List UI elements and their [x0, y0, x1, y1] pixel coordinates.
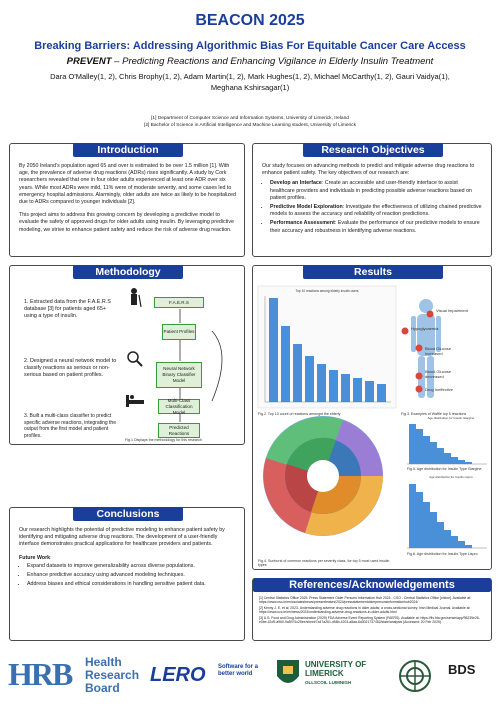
- body-label-1: Visual Impairment: [436, 308, 468, 313]
- conclusions-heading: Conclusions: [73, 507, 183, 521]
- subtitle-rest: – Predicting Reactions and Enhancing Vigilance in Elderly Insulin Treatment: [111, 56, 434, 67]
- future-work-item: • Address biases and ethical considerations in handling sensitive patient data.: [27, 581, 237, 588]
- logo-strip: [0, 648, 500, 709]
- results-panel: [252, 265, 492, 570]
- affiliations: [0, 115, 500, 129]
- objectives-text: [262, 163, 484, 237]
- bar: [458, 541, 465, 548]
- bar: [293, 344, 302, 402]
- bar: [430, 442, 437, 464]
- bar: [281, 326, 290, 402]
- fig4-sunburst-chart: [263, 416, 383, 536]
- affiliation-1: [1] Department of Computer Science and Information Systems, University of Limerick, Ireland: [151, 116, 349, 121]
- future-work-item: • Enhance predictive accuracy using advanced modeling techniques.: [27, 572, 237, 579]
- elderly-person-icon: [131, 288, 141, 307]
- introduction-paragraph-2: This project aims to address this growing concern by developing a predictive model to evaluate the safety of approved drugs for older adults using insulin. By leveraging predictive modeling, we strive to enhance patient safety and reduce the risk of adverse drug reaction.: [19, 212, 234, 233]
- reaction-marker: [416, 386, 423, 393]
- objective-item: [270, 220, 484, 234]
- body-label-2: Hypoglycaemia: [411, 326, 439, 331]
- fig5-chart-title: Age distribution for Insulin Glargine: [427, 416, 475, 420]
- affiliation-2: [2] Bachelor of Science in Artificial Intelligence and Machine Learning student, University of Limerick: [144, 123, 356, 128]
- reference-item: [1] Central Statistics Office 2025. Press Statement Older Persons Information Hub 2024 - CSO - Central Statistics Office [online]. Available at: https://www.cso.ie/en/csolatestnews/pressreleases/2024/pressstatementolderpersonsinformationhub2024/: [259, 596, 472, 605]
- hospital-bed-icon: [126, 395, 144, 407]
- methodology-heading: Methodology: [73, 265, 183, 279]
- objectives-panel: [252, 143, 492, 257]
- conclusions-paragraph: Our research highlights the potential of predictive modeling to enhance patient safety by identifying and mitigating adverse drug reactions. The development of a user-friendly interface demonstrates practical applications for healthcare providers and patients.: [19, 527, 225, 548]
- fig6-chart-title: Age distribution for Insulin Lispro: [429, 475, 473, 479]
- bds-logo: BDS: [448, 662, 476, 677]
- bar: [423, 502, 430, 548]
- bar: [465, 545, 472, 548]
- objective-item-text: : Investigate the effectiveness of utilizing chained predictive models to assess the accuracy and reliability of reaction predictions.: [270, 204, 482, 218]
- bar: [465, 462, 472, 464]
- reference-item: [2] Kenny J. E. et al. 2023. Understanding adverse drug reactions in older adults; a cross-sectional survey. Irish Medical Journal. Available at: https://www.ucc.ie/en/news/2023/understanding-adverse-drug-reactions-in-older-adults.html: [259, 605, 471, 615]
- method-step-3: 3. Built a multi-class classifier to predict specific adverse reactions, integrating the output from the first model and patient profiles.: [24, 413, 116, 439]
- flow-node-predicted-reactions: Predicted Reactions: [158, 423, 200, 438]
- methodology-panel: [9, 265, 245, 445]
- authors-line-1: Dara O'Malley(1, 2), Chris Brophy(1, 2), Adam Martin(1, 2), Mark Hughes(1, 2), Michael McCarthy(1, 2), Gauri Vaidya(1),: [50, 72, 450, 81]
- bar: [437, 522, 444, 548]
- objective-item-text: : Create an accessible and user-friendly interface to assist healthcare providers and individuals in predicting possible adverse reactions based on patient profiles.: [270, 180, 472, 201]
- references-panel: [252, 578, 492, 641]
- future-work-list: [19, 563, 237, 589]
- subtitle-acronym: PREVENT: [66, 56, 112, 67]
- bar: [341, 374, 350, 402]
- objective-item: [270, 204, 484, 218]
- bar: [305, 356, 314, 402]
- reaction-marker: [427, 311, 434, 318]
- introduction-text: [19, 163, 237, 240]
- body-arm: [411, 316, 416, 352]
- conclusions-text: [19, 527, 237, 590]
- fig4-caption: Fig.4. Sunburst of common reactions per severity class, for top 5 most used insulin types: [258, 559, 390, 567]
- reference-item: [3] U.S. Food and Drug Administration (2025) FDA Adverse Event Reporting System (FAERS). Available at: https://fis.fda.gov/sense/app/95239e26-e0be-42d9-a960-9a5f7f1c25ee/sheet/7a47a261-d58b-4203-a8aa-6d3021737452/state/analysis (Accessed: 20 Feb 2025).: [259, 615, 480, 625]
- method-step-1: 1. Extracted data from the F.A.E.R.S database [3] for patients aged 65+ using a type of insulin.: [24, 299, 111, 320]
- future-work-label: Future Work:: [19, 554, 52, 561]
- bar: [451, 457, 458, 464]
- objectives-list: [262, 180, 484, 234]
- flow-node-faers: F.A.E.R.S: [154, 297, 204, 308]
- fig5-caption: Fig.5. Age distribution for Insulin Type Glargine: [407, 467, 482, 471]
- magnifier-icon: [128, 352, 142, 366]
- poster-subtitle: [0, 56, 500, 67]
- objective-item-title: Performance Assessment: [270, 220, 335, 227]
- authors: [0, 71, 500, 93]
- method-step-2: 2. Designed a neural network model to classify reactions as serious or non-serious based on patient profiles.: [24, 358, 117, 379]
- reaction-marker: [416, 373, 423, 380]
- bar: [451, 536, 458, 548]
- results-heading: Results: [303, 265, 443, 279]
- bar: [353, 378, 362, 402]
- future-work-item: • Expand datasets to improve generalizability across diverse populations.: [27, 563, 237, 570]
- poster-title: Breaking Barriers: Addressing Algorithmic Bias For Equitable Cancer Care Access: [34, 40, 466, 52]
- authors-line-2: Meghana Kshirsagar(1): [210, 83, 290, 92]
- body-label-4: Blood Glucose decreased: [425, 369, 452, 379]
- bar: [377, 384, 386, 402]
- fig2-chart-title: Top 10 reactions among elderly insulin users: [295, 289, 359, 293]
- bar: [409, 424, 416, 464]
- introduction-heading: Introduction: [73, 143, 183, 157]
- objectives-heading: Research Objectives: [303, 143, 443, 157]
- flow-arrow: [212, 331, 222, 401]
- fig6-histogram-lispro: [407, 475, 487, 548]
- celtic-knot-icon: [395, 656, 435, 696]
- references-list: [259, 596, 487, 624]
- bar: [416, 492, 423, 548]
- reaction-marker: [402, 328, 409, 335]
- body-label-5: Drug Ineffective: [425, 387, 453, 392]
- fig2-bar-chart: [258, 286, 396, 408]
- objectives-intro: Our study focuses on advancing methods to predict and mitigate adverse drug reactions to enhance patient safety. The key objectives of our research are:: [262, 163, 475, 177]
- bar: [444, 530, 451, 548]
- bar: [317, 364, 326, 402]
- objective-item-title: Develop an Interface: [270, 180, 322, 187]
- bar: [430, 512, 437, 548]
- reaction-marker: [416, 345, 423, 352]
- hrb-name: Health Research Board: [85, 655, 140, 695]
- objective-item: [270, 180, 484, 202]
- poster-header: [0, 0, 500, 136]
- future-work-title: Future Work: [19, 554, 51, 561]
- fig2-caption: Fig.2. Top 10 count of reactions amongst the elderly: [258, 412, 341, 416]
- ul-irish-name: OLLSCOIL LUIMNIGH: [305, 680, 352, 685]
- ul-name: UNIVERSITY OF LIMERICK: [305, 660, 367, 678]
- lero-tagline: Software for a better world: [218, 664, 259, 677]
- flow-node-patient-profiles: Patient Profiles: [162, 324, 196, 340]
- objective-item-text: : Evaluate the performance of our predictive models to ensure their accuracy and robustness in identifying adverse reactions.: [270, 220, 480, 234]
- references-heading: References/Acknowledgements: [253, 578, 491, 592]
- fig3-caption: Fig.3. Examples of Waffle top 5 reactions: [401, 412, 467, 416]
- hrb-logo: HRB: [8, 656, 72, 692]
- conclusions-panel: [9, 507, 245, 641]
- lero-logo: LERO: [150, 664, 206, 686]
- bar: [269, 298, 278, 402]
- bar: [444, 453, 451, 464]
- flow-node-binary-classifier: Neural Network Binary Classifier Model: [156, 362, 202, 388]
- bar: [409, 484, 416, 548]
- bar: [416, 429, 423, 464]
- body-label-3: Blood Glucose Increased: [425, 346, 452, 356]
- bar: [329, 370, 338, 402]
- university-of-limerick-crest-icon: [275, 658, 301, 690]
- bar: [365, 381, 374, 402]
- introduction-panel: [9, 143, 245, 257]
- flow-node-multiclass-model: Multi-Class Classification Model: [158, 399, 200, 414]
- figure-1-caption: Fig.1 Displays the methodology for this research: [125, 438, 202, 442]
- bar: [423, 436, 430, 464]
- introduction-paragraph-1: By 2050 Ireland's population aged 65 and over is estimated to be over 1.5 million [1]. With age, the prevalence of adverse drug reactions (ADRs) rises significantly. A study by Cork researchers revealed that one in four older adults experienced at least one ADR over six years. While most ADRs were mild, 11% were of moderate severity, and some cases led to emergency hospital admissions. Alarmingly, older adults are twice as likely to be hospitalized due to ADRs compared to younger individuals [2].: [19, 163, 236, 206]
- fig5-histogram-glargine: [407, 416, 487, 464]
- bar: [458, 460, 465, 464]
- bar: [437, 448, 444, 464]
- objective-item-title: Predictive Model Exploration: [270, 204, 343, 211]
- fig6-caption: Fig.6. Age distribution for Insulin Type Lispro: [407, 552, 478, 556]
- conference-title: BEACON 2025: [195, 12, 305, 29]
